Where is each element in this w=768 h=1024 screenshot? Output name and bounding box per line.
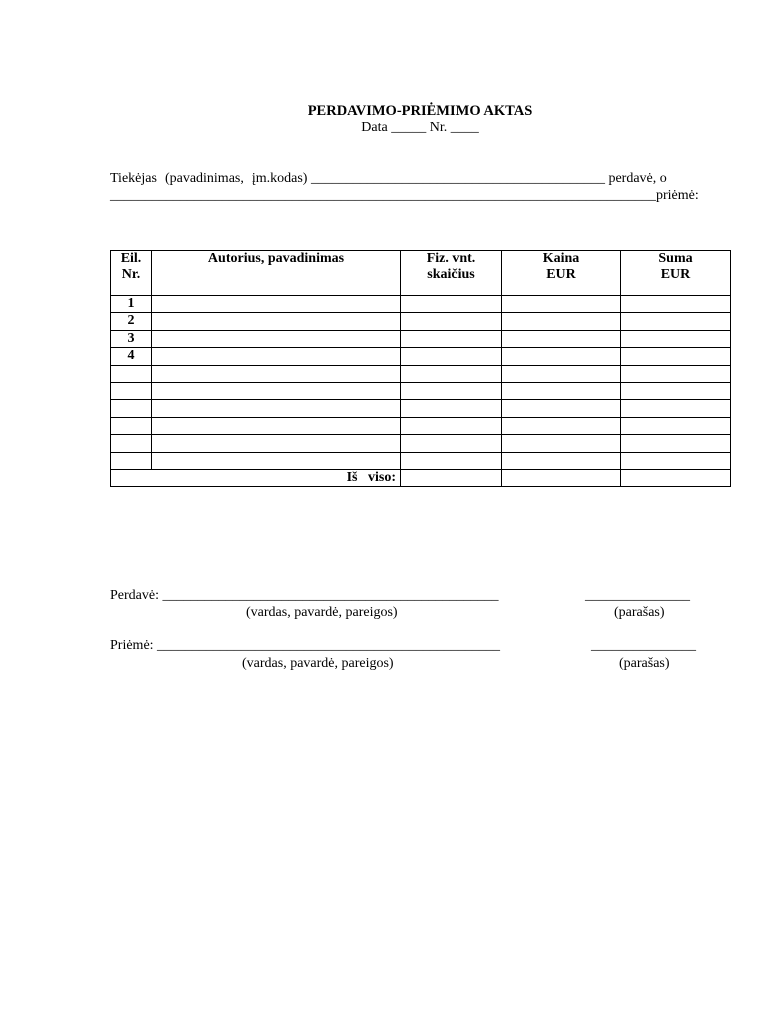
date-number-line: Data _____ Nr. ____ — [361, 120, 479, 135]
col-header-sum — [621, 251, 731, 296]
delivered-signature-hint: (parašas) — [614, 605, 665, 620]
sum-cell[interactable] — [621, 382, 731, 399]
col-header-quantity-text: Fiz. vnt. skaičius — [426, 251, 476, 282]
quantity-cell[interactable] — [401, 296, 502, 313]
quantity-cell[interactable] — [401, 400, 502, 417]
received-by-line: Priėmė: _________________________________________________ — [110, 638, 501, 653]
price-cell[interactable] — [502, 330, 621, 347]
price-cell[interactable] — [502, 400, 621, 417]
table-row — [111, 365, 731, 382]
delivered-by-hint: (vardas, pavardė, pareigos) — [246, 605, 398, 620]
sum-cell[interactable] — [621, 417, 731, 434]
row-number — [111, 365, 152, 382]
received-by-hint: (vardas, pavardė, pareigos) — [242, 656, 394, 671]
price-cell[interactable] — [502, 313, 621, 330]
author-title-cell[interactable] — [152, 296, 401, 313]
author-title-cell[interactable] — [152, 313, 401, 330]
col-header-number — [111, 251, 152, 296]
quantity-cell[interactable] — [401, 348, 502, 365]
document-title: PERDAVIMO-PRIĖMIMO AKTAS — [307, 103, 533, 119]
price-cell[interactable] — [502, 296, 621, 313]
row-number: 4 — [111, 348, 152, 365]
sum-cell[interactable] — [621, 400, 731, 417]
row-number: 3 — [111, 330, 152, 347]
supplier-label: Tiekėjas — [110, 171, 157, 186]
quantity-cell[interactable] — [401, 452, 502, 469]
row-number — [111, 400, 152, 417]
quantity-cell[interactable] — [401, 417, 502, 434]
price-cell[interactable] — [502, 382, 621, 399]
received-signature-hint: (parašas) — [619, 656, 670, 671]
sum-cell[interactable] — [621, 313, 731, 330]
author-title-cell[interactable] — [152, 365, 401, 382]
author-title-cell[interactable] — [152, 435, 401, 452]
row-number — [111, 417, 152, 434]
author-title-cell[interactable] — [152, 452, 401, 469]
delivered-signature-line: _______________ — [585, 588, 690, 603]
col-header-price-text: Kaina EUR — [542, 251, 580, 282]
delivered-by-line: Perdavė: ________________________________________________ — [110, 588, 499, 603]
author-title-cell[interactable] — [152, 330, 401, 347]
price-cell[interactable] — [502, 417, 621, 434]
sum-cell[interactable] — [621, 330, 731, 347]
total-sum-cell[interactable] — [621, 469, 731, 486]
col-header-quantity — [401, 251, 502, 296]
author-title-cell[interactable] — [152, 348, 401, 365]
author-title-cell[interactable] — [152, 400, 401, 417]
table-row — [111, 296, 731, 313]
supplier-name-hint: (pavadinimas, — [164, 171, 244, 186]
sum-cell[interactable] — [621, 296, 731, 313]
row-number: 2 — [111, 313, 152, 330]
col-header-author-title-text: Autorius, pavadinimas — [207, 251, 345, 266]
sum-cell[interactable] — [621, 365, 731, 382]
quantity-cell[interactable] — [401, 313, 502, 330]
row-number — [111, 382, 152, 399]
price-cell[interactable] — [502, 435, 621, 452]
items-table — [110, 250, 731, 487]
row-number — [111, 452, 152, 469]
quantity-cell[interactable] — [401, 365, 502, 382]
price-cell[interactable] — [502, 348, 621, 365]
table-row — [111, 348, 731, 365]
total-price-cell[interactable] — [502, 469, 621, 486]
price-cell[interactable] — [502, 452, 621, 469]
table-row — [111, 400, 731, 417]
sum-cell[interactable] — [621, 348, 731, 365]
total-row — [111, 469, 731, 486]
price-cell[interactable] — [502, 365, 621, 382]
supplier-line — [110, 171, 667, 187]
table-row — [111, 330, 731, 347]
table-row — [111, 452, 731, 469]
sum-cell[interactable] — [621, 452, 731, 469]
table-row — [111, 435, 731, 452]
author-title-cell[interactable] — [152, 417, 401, 434]
supplier-code-hint: įm.kodas) __________________________________________ perdavė, o — [251, 171, 667, 186]
author-title-cell[interactable] — [152, 382, 401, 399]
quantity-cell[interactable] — [401, 330, 502, 347]
receiver-line: ______________________________________________________________________________priėmė: — [110, 188, 699, 203]
total-quantity-cell[interactable] — [401, 469, 502, 486]
col-header-price — [502, 251, 621, 296]
table-header-row — [111, 251, 731, 296]
quantity-cell[interactable] — [401, 435, 502, 452]
received-signature-line: _______________ — [591, 638, 696, 653]
table-row — [111, 417, 731, 434]
quantity-cell[interactable] — [401, 382, 502, 399]
total-label: Iš viso: — [111, 469, 401, 486]
col-header-author-title — [152, 251, 401, 296]
col-header-number-text: Eil. Nr. — [120, 251, 142, 282]
table-row — [111, 313, 731, 330]
row-number — [111, 435, 152, 452]
row-number: 1 — [111, 296, 152, 313]
sum-cell[interactable] — [621, 435, 731, 452]
col-header-sum-text: Suma EUR — [658, 251, 693, 282]
table-row — [111, 382, 731, 399]
